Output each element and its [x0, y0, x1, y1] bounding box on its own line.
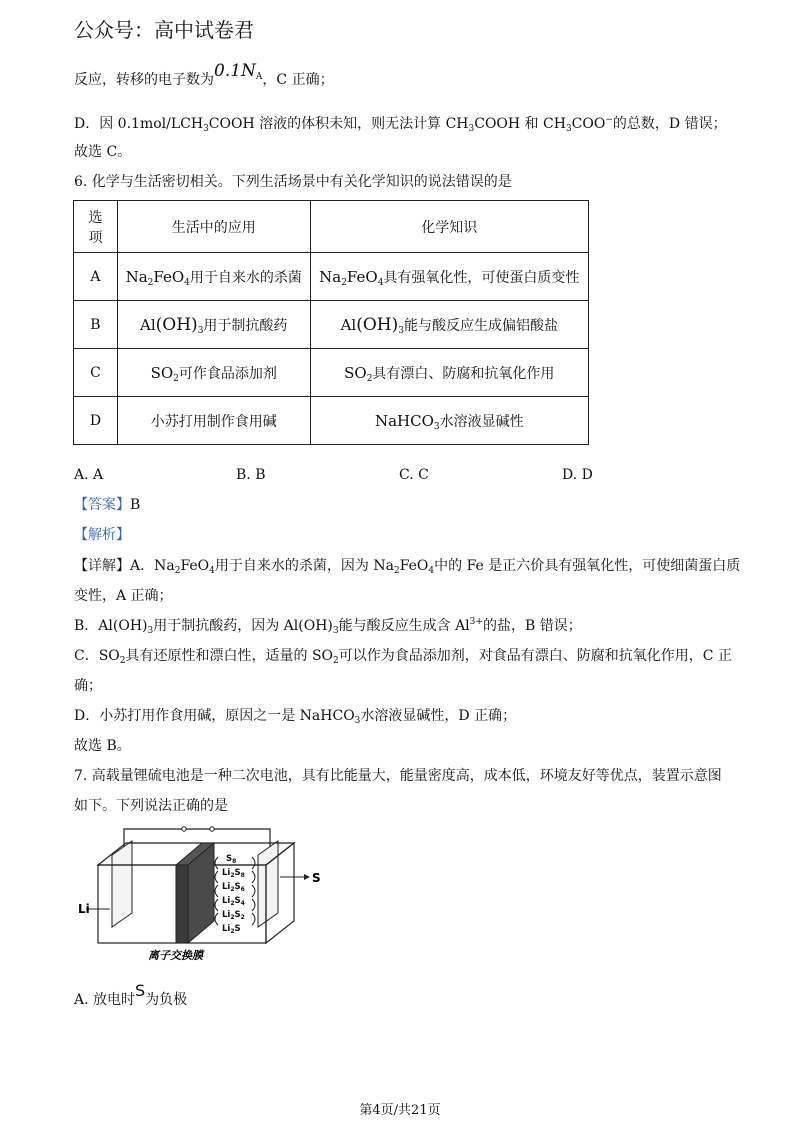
terminal-dot — [182, 827, 186, 831]
q7-option-a: A. 放电时S为负极 — [74, 981, 188, 1008]
li-label: Li — [78, 902, 90, 916]
q6-option-c: C. C — [399, 467, 429, 483]
q6-detail-c: C．$SO_2$具有还原性和漂白性，适量的 $SO_2$可以作为食品添加剂，对食品有漂白、防腐和抗氧化作用，C 正 — [74, 648, 732, 666]
header-knowledge: 化学知识 — [310, 201, 588, 253]
q6-detail-a: 【详解】A．$Na_2FeO_4$用于自来水的杀菌，因为 $Na_2FeO_4$中的 Fe 是正六价具有强氧化性，可使细菌蛋白质 — [74, 558, 741, 576]
q6-analysis-label: 【解析】 — [74, 527, 130, 543]
battery-diagram — [76, 825, 336, 965]
s-electrode — [258, 841, 278, 927]
q5-line1: 反应，转移的电子数为$0.1N_A$，C 正确； — [74, 61, 334, 88]
species-li2s4: $Li_2S_4$ — [222, 896, 245, 907]
species-li2s: $Li_2S$ — [222, 924, 241, 935]
q6-option-a: A. A — [74, 467, 104, 483]
membrane-front — [176, 865, 188, 943]
q5-line2: D．因 $0.1mol/LCH_3COOH$ 溶液的体积未知，则无法计算 $CH_3COOH$ 和 $CH_3COO^-$的总数，D 错误； — [74, 115, 727, 134]
q6-answer: 【答案】B — [74, 497, 141, 513]
table-header-row — [74, 201, 589, 253]
q6-option-d: D. D — [562, 467, 593, 483]
page-number: 第4页/共21页 — [359, 1103, 441, 1118]
table-row: D 小苏打用制作食用碱 NaHCO$_3$水溶液显碱性 — [74, 397, 589, 445]
q6-table — [73, 200, 589, 445]
membrane-label: 离子交换膜 — [148, 949, 203, 962]
li-electrode — [112, 841, 132, 927]
q6-conclusion: 故选 B。 — [74, 738, 131, 754]
species-li2s6: $Li_2S_6$ — [222, 882, 245, 893]
q6-detail-c-cont: 确； — [74, 678, 102, 694]
q6-detail-b: B．$Al(OH)_3$用于制抗酸药，因为 $Al(OH)_3$能与酸反应生成含 $Al^{3+}$的盐，B 错误； — [74, 617, 582, 636]
q6-option-b: B. B — [236, 467, 266, 483]
table-row: A $Na_2FeO_4$用于自来水的杀菌 $Na_2FeO_4$具有强氧化性，可使蛋白质变性 — [74, 253, 589, 301]
q7-stem-1: 7. 高载量锂硫电池是一种二次电池，具有比能量大，能量密度高，成本低，环境友好等优点，装置示意图 — [74, 768, 722, 784]
header-option: 选 项 — [74, 201, 118, 253]
q6-detail-d: D．小苏打用作食用碱，原因之一是 NaHCO$_3$水溶液显碱性，D 正确； — [74, 708, 517, 726]
q7-stem-2: 如下。下列说法正确的是 — [74, 798, 228, 814]
q6-stem: 6. 化学与生活密切相关。下列生活场景中有关化学知识的说法错误的是 — [74, 174, 512, 190]
species-li2s8: $Li_2S_8$ — [222, 868, 245, 879]
species-li2s2: $Li_2S_2$ — [222, 910, 245, 921]
page-header: 公众号：高中试卷君 — [74, 18, 254, 42]
header-application: 生活中的应用 — [117, 201, 310, 253]
math-0.1NA: $0.1N_A$ — [214, 61, 263, 82]
s-label: S — [312, 871, 321, 885]
table-row: C $SO_2$可作食品添加剂 $SO_2$具有漂白、防腐和抗氧化作用 — [74, 349, 589, 397]
circuit-wire — [124, 829, 270, 847]
table-row: B $Al(OH)_3$用于制抗酸药 $Al(OH)_3$能与酸反应生成偏铝酸盐 — [74, 301, 589, 349]
q5-conclusion: 故选 C。 — [74, 144, 132, 160]
terminal-dot — [210, 827, 214, 831]
q6-detail-a-cont: 变性，A 正确； — [74, 588, 173, 604]
species-s8: $S_8$ — [226, 854, 237, 865]
